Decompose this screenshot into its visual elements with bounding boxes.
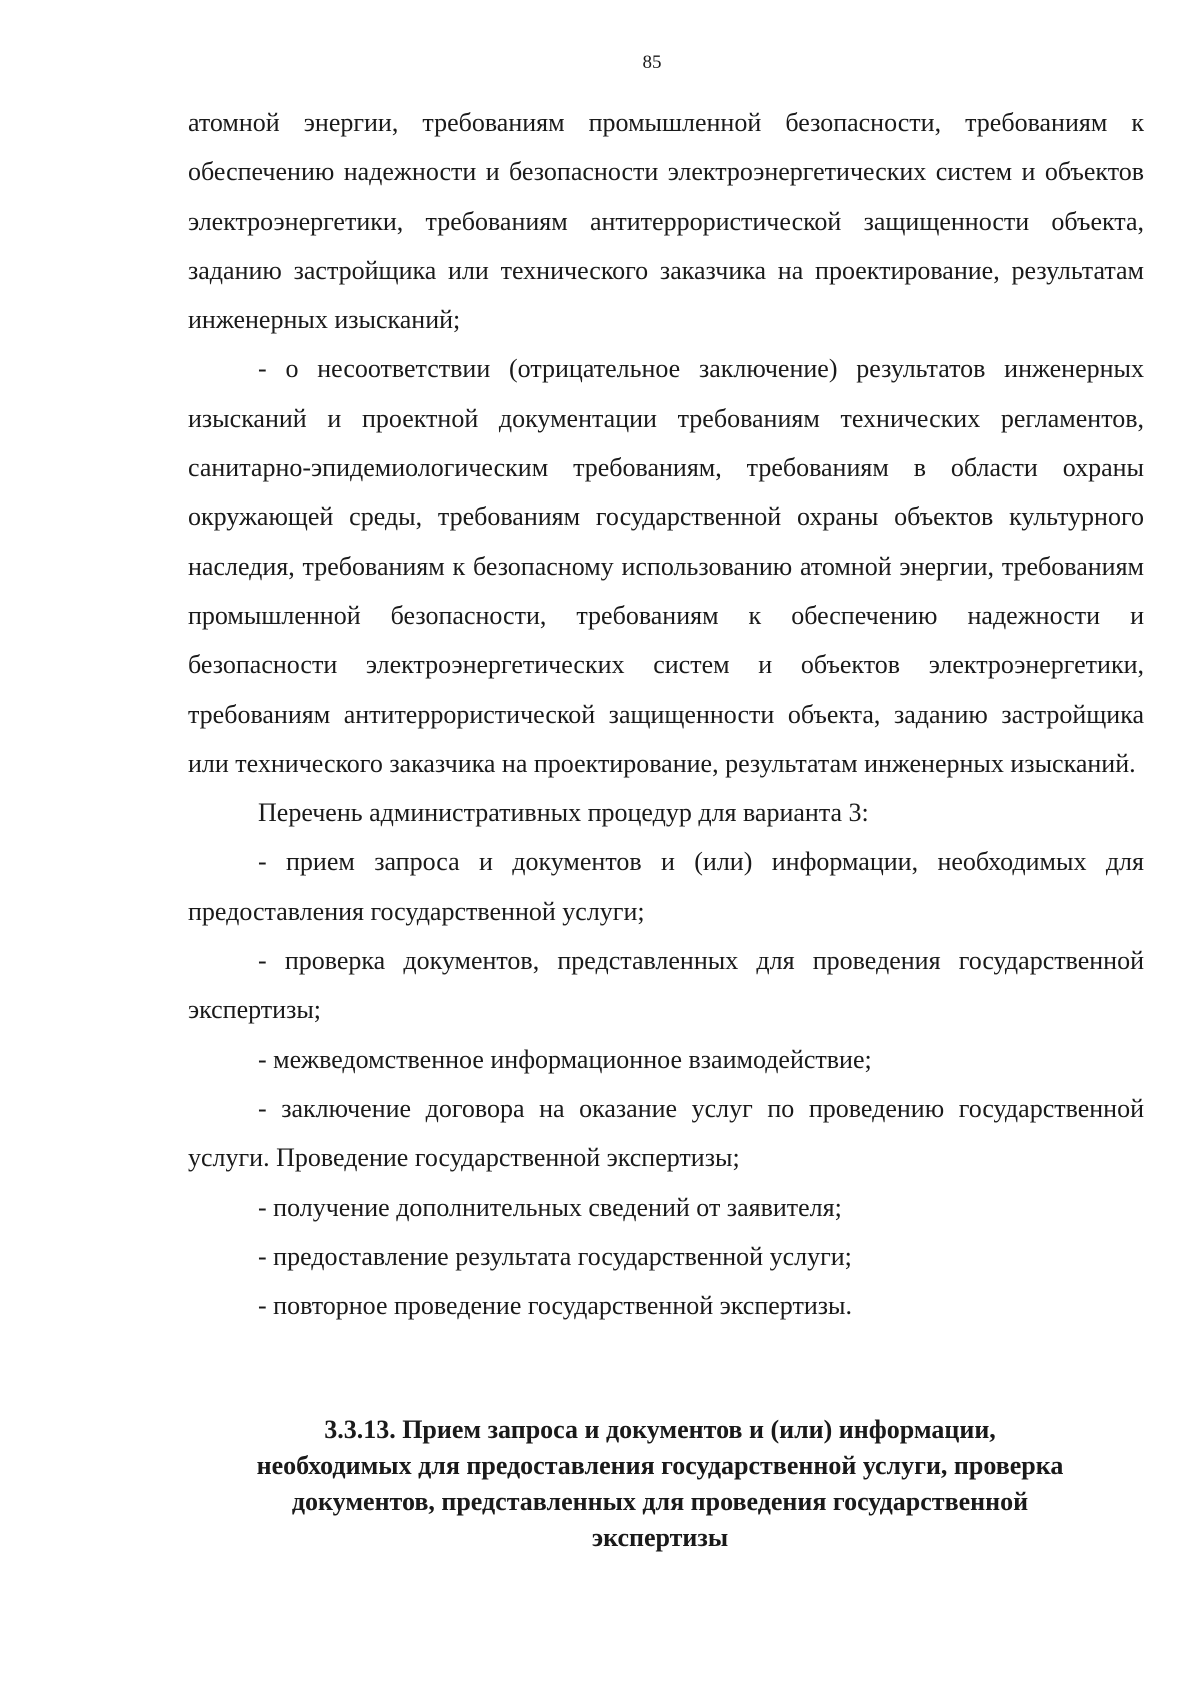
section-heading <box>200 1412 1120 1556</box>
heading-line: экспертизы <box>591 1523 729 1552</box>
page-number: 85 <box>642 52 662 73</box>
list-item: - заключение договора на оказание услуг по проведению государственной услуги. Проведение государственной экспертизы; <box>188 1093 1144 1173</box>
list-item: - проверка документов, представленных для проведения государственной экспертизы; <box>188 946 1144 1025</box>
list-item: - межведомственное информационное взаимодействие; <box>258 1044 872 1074</box>
list-item: - предоставление результата государственной услуги; <box>258 1241 852 1271</box>
document-body <box>188 98 1144 1330</box>
heading-line: 3.3.13. Прием запроса и документов и (или) информации, <box>324 1415 996 1444</box>
list-item: - получение дополнительных сведений от заявителя; <box>258 1192 842 1222</box>
list-item: - повторное проведение государственной экспертизы. <box>258 1291 852 1321</box>
paragraph: атомной энергии, требованиям промышленной безопасности, требованиям к обеспечению надежности и безопасности электроэнергетических систем и объектов электроэнергетики, требованиям антитеррористической защищенности объекта, заданию застройщика или технического заказчика на проектирование, результатам инженерных изысканий; <box>188 108 1144 335</box>
heading-line: необходимых для предоставления государственной услуги, проверка <box>256 1451 1064 1480</box>
heading-line: документов, представленных для проведения государственной <box>291 1487 1029 1516</box>
paragraph: - о несоответствии (отрицательное заключение) результатов инженерных изысканий и проектной документации требованиям технических регламентов, санитарно-эпидемиологическим требованиям, требованиям в области охраны окружающей среды, требованиям государственной охраны объектов культурного наследия, требованиям к безопасному использованию атомной энергии, требованиям промышленной безопасности, требованиям к обеспечению надежности и безопасности электроэнергетических систем и объектов электроэнергетики, требованиям антитеррористической защищенности объекта, заданию застройщика или технического заказчика на проектирование, результатам инженерных изысканий. <box>188 354 1144 778</box>
list-item: - прием запроса и документов и (или) информации, необходимых для предоставления государственной услуги; <box>188 847 1144 926</box>
paragraph: Перечень административных процедур для варианта 3: <box>258 798 869 828</box>
